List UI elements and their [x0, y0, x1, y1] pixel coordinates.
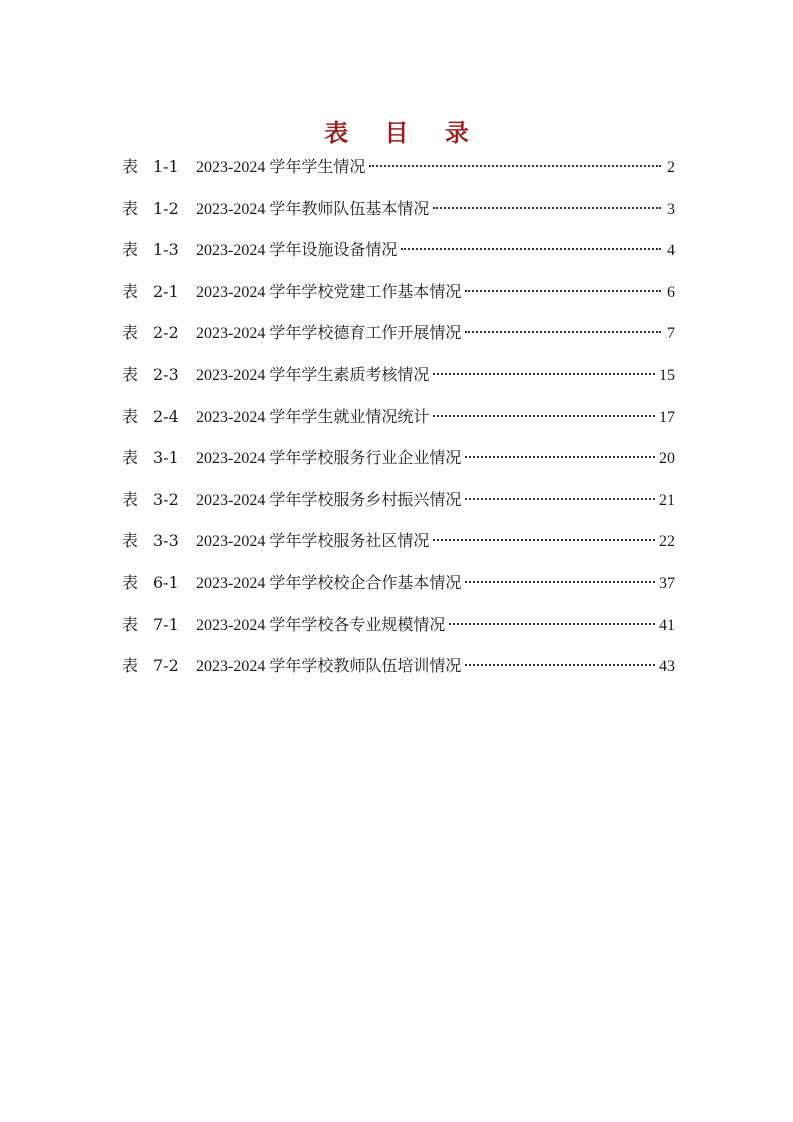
toc-entry-name: 2023-2024 学年学生就业情况统计 [196, 408, 430, 426]
toc-entry-label [122, 195, 196, 223]
dot-leader [465, 456, 655, 458]
toc-entry-page: 22 [659, 533, 675, 551]
toc-entry-name: 2023-2024 学年学校各专业规模情况 [196, 616, 446, 634]
toc-entry-prefix: 表 [122, 281, 139, 301]
toc-entry-name: 2023-2024 学年设施设备情况 [196, 242, 398, 260]
toc-entry[interactable] [122, 527, 675, 555]
toc-entry-page: 21 [659, 491, 675, 509]
toc-entry-label [122, 652, 196, 680]
toc-entry-page: 3 [667, 200, 675, 218]
toc-entry-page: 15 [659, 366, 675, 384]
dot-leader [465, 290, 661, 292]
toc-entry[interactable] [122, 403, 675, 431]
toc-entry-label [122, 361, 196, 389]
toc-entry-number: 6-1 [153, 572, 179, 592]
toc-entry-prefix: 表 [122, 240, 139, 260]
toc-entry-page: 43 [659, 658, 675, 676]
dot-leader [433, 207, 661, 209]
toc-entry-label [122, 236, 196, 264]
page-title: 表 目 录 [324, 118, 483, 148]
dot-leader [401, 248, 661, 250]
toc-entry-prefix: 表 [122, 531, 139, 551]
dot-leader [465, 498, 655, 500]
toc-entry-number: 1-1 [153, 157, 179, 176]
table-of-contents [122, 153, 675, 680]
toc-entry-label [122, 319, 196, 347]
toc-entry-label [122, 527, 196, 555]
toc-entry-page: 4 [667, 242, 675, 260]
toc-entry[interactable] [122, 611, 675, 639]
dot-leader [449, 623, 655, 625]
toc-entry-number: 1-2 [153, 198, 179, 218]
toc-entry-number: 2-3 [153, 364, 179, 384]
toc-entry-page: 20 [659, 450, 675, 468]
toc-entry-label [122, 486, 196, 514]
dot-leader [433, 539, 655, 541]
toc-entry[interactable] [122, 444, 675, 472]
toc-entry-label [122, 278, 196, 306]
toc-entry-page: 37 [659, 574, 675, 592]
toc-entry[interactable] [122, 652, 675, 680]
toc-entry[interactable] [122, 569, 675, 597]
toc-entry-name: 2023-2024 学年教师队伍基本情况 [196, 200, 430, 218]
toc-entry-number: 2-4 [153, 406, 179, 426]
toc-entry[interactable] [122, 236, 675, 264]
toc-entry[interactable] [122, 319, 675, 347]
toc-entry-page: 41 [659, 616, 675, 634]
toc-entry-name: 2023-2024 学年学校德育工作开展情况 [196, 325, 462, 343]
toc-entry-name: 2023-2024 学年学校服务社区情况 [196, 533, 430, 551]
toc-entry-number: 1-3 [153, 240, 179, 260]
toc-entry[interactable] [122, 486, 675, 514]
toc-entry-name: 2023-2024 学年学校教师队伍培训情况 [196, 658, 462, 676]
toc-entry-prefix: 表 [122, 614, 139, 634]
toc-entry-label [122, 403, 196, 431]
toc-entry[interactable] [122, 361, 675, 389]
dot-leader [433, 415, 655, 417]
toc-entry-prefix: 表 [122, 323, 139, 343]
toc-entry-prefix: 表 [122, 406, 139, 426]
toc-entry-name: 2023-2024 学年学校服务行业企业情况 [196, 450, 462, 468]
toc-entry-prefix: 表 [122, 572, 139, 592]
toc-entry-page: 6 [667, 283, 675, 301]
toc-entry-number: 7-2 [153, 656, 179, 676]
toc-entry-page: 2 [667, 159, 675, 176]
toc-entry-page: 17 [659, 408, 675, 426]
toc-entry-prefix: 表 [122, 364, 139, 384]
toc-entry-number: 2-2 [153, 323, 179, 343]
toc-entry-name: 2023-2024 学年学生情况 [196, 159, 366, 176]
toc-entry-number: 3-1 [153, 448, 179, 468]
toc-entry-label [122, 444, 196, 472]
toc-entry-label [122, 569, 196, 597]
toc-entry-number: 2-1 [153, 281, 179, 301]
toc-entry-prefix: 表 [122, 448, 139, 468]
toc-entry-label [122, 153, 196, 181]
dot-leader [465, 581, 655, 583]
toc-entry-page: 7 [667, 325, 675, 343]
dot-leader [465, 664, 655, 666]
toc-entry-number: 7-1 [153, 614, 179, 634]
dot-leader [433, 373, 655, 375]
toc-entry-prefix: 表 [122, 198, 139, 218]
toc-entry-name: 2023-2024 学年学校服务乡村振兴情况 [196, 491, 462, 509]
toc-entry-prefix: 表 [122, 489, 139, 509]
toc-entry-name: 2023-2024 学年学生素质考核情况 [196, 366, 430, 384]
toc-entry-prefix: 表 [122, 157, 139, 176]
dot-leader [369, 165, 661, 167]
toc-entry-number: 3-3 [153, 531, 179, 551]
toc-entry-name: 2023-2024 学年学校党建工作基本情况 [196, 283, 462, 301]
toc-entry-name: 2023-2024 学年学校校企合作基本情况 [196, 574, 462, 592]
toc-entry-label [122, 611, 196, 639]
toc-entry-number: 3-2 [153, 489, 179, 509]
toc-entry[interactable] [122, 195, 675, 223]
dot-leader [465, 331, 661, 333]
toc-entry[interactable] [122, 278, 675, 306]
toc-entry-prefix: 表 [122, 656, 139, 676]
toc-entry[interactable] [122, 153, 675, 181]
